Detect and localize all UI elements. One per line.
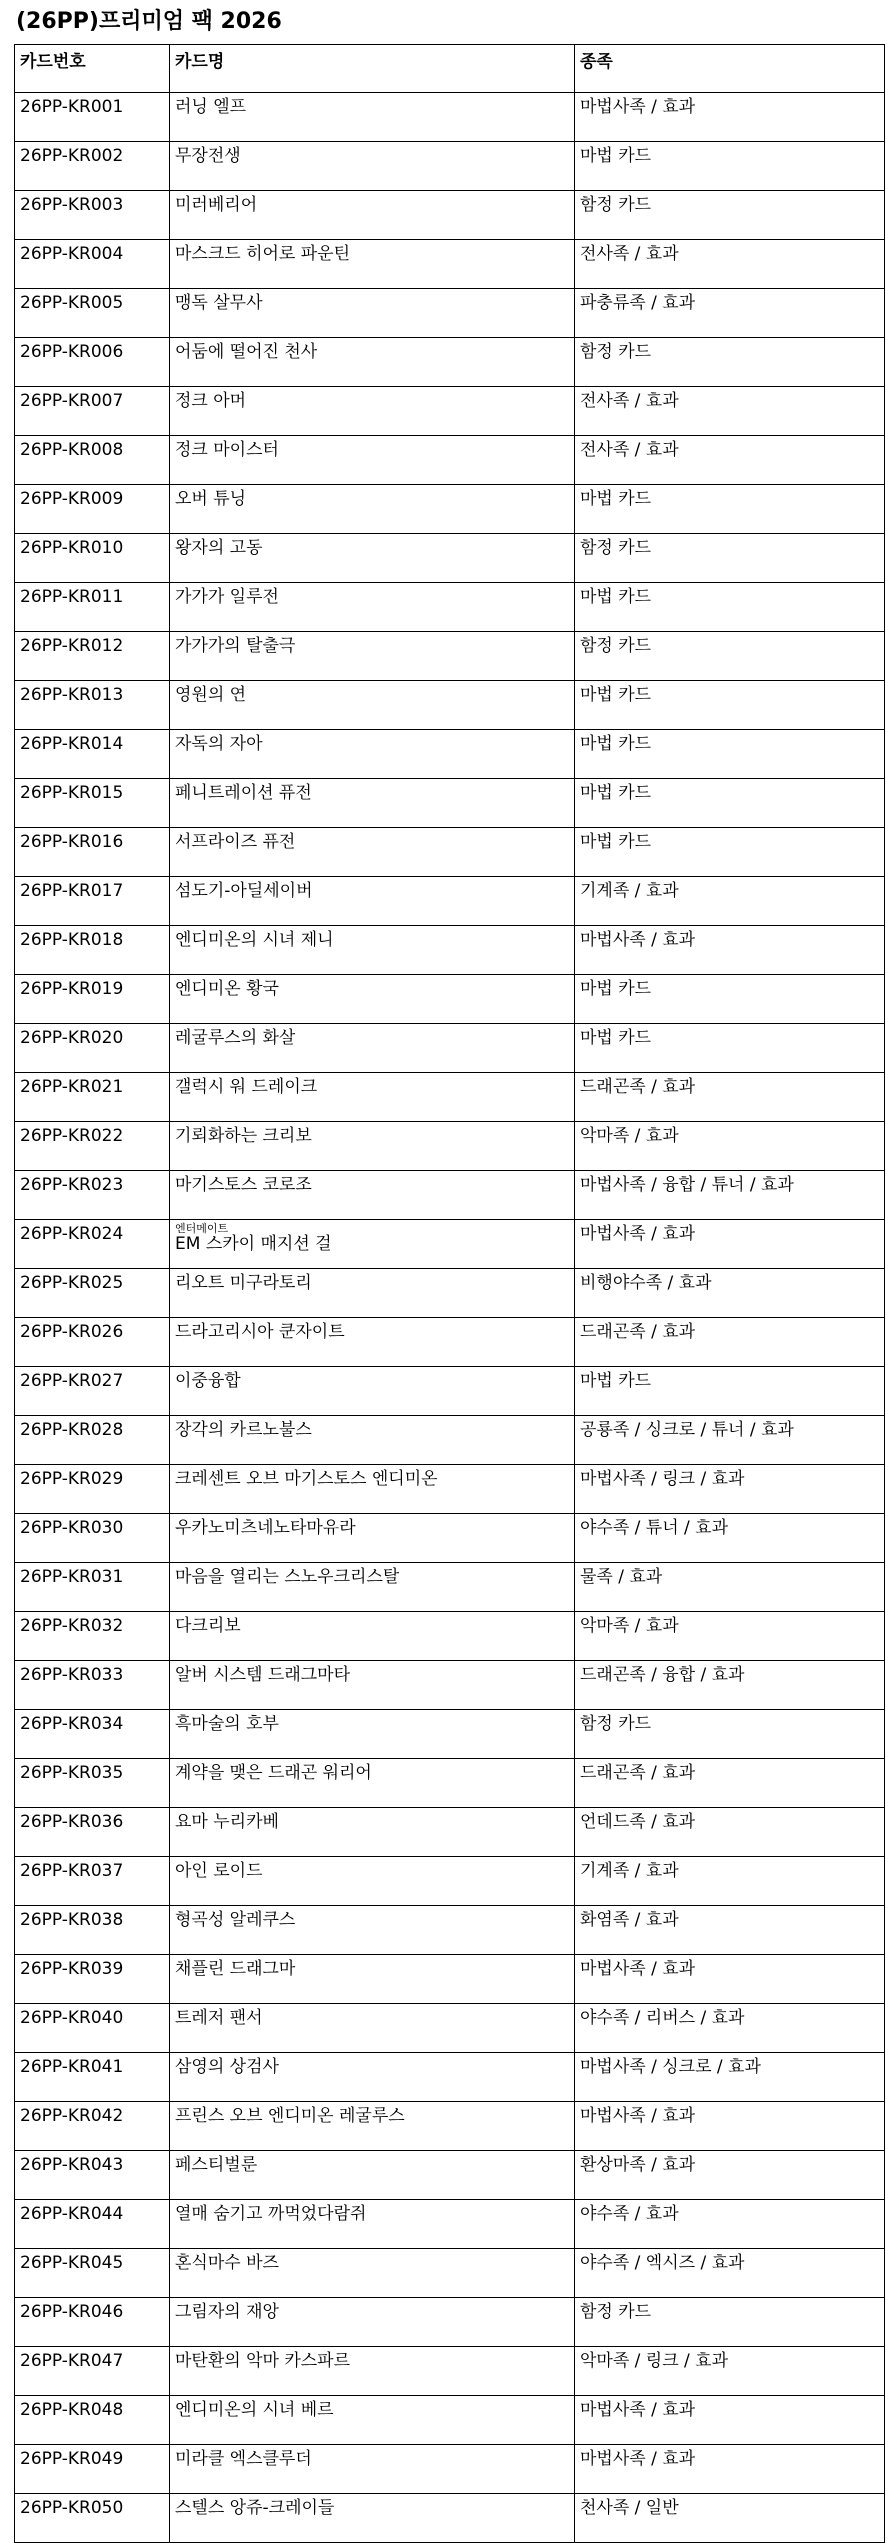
card-name-cell xyxy=(170,1661,575,1710)
card-name-cell xyxy=(170,191,575,240)
card-type-cell: 야수족 / 리버스 / 효과 xyxy=(575,2004,885,2053)
card-name-cell xyxy=(170,926,575,975)
card-name-text: 열매 숨기고 까먹었다람쥐 xyxy=(175,2204,367,2224)
card-name-text: 페니트레이션 퓨전 xyxy=(175,783,312,803)
table-row xyxy=(15,1759,885,1808)
table-row xyxy=(15,1220,885,1269)
table-row xyxy=(15,1465,885,1514)
card-name-cell xyxy=(170,1073,575,1122)
card-name-cell xyxy=(170,877,575,926)
table-row xyxy=(15,1955,885,2004)
card-name-cell xyxy=(170,975,575,1024)
table-row xyxy=(15,2445,885,2494)
card-name-cell xyxy=(170,93,575,142)
card-name-text: 서프라이즈 퓨전 xyxy=(175,832,296,852)
card-type-cell: 전사족 / 효과 xyxy=(575,436,885,485)
table-row xyxy=(15,1269,885,1318)
card-name-cell xyxy=(170,1367,575,1416)
card-name-cell xyxy=(170,1318,575,1367)
card-name-cell xyxy=(170,1122,575,1171)
table-row xyxy=(15,142,885,191)
table-row xyxy=(15,1857,885,1906)
card-type-cell: 비행야수족 / 효과 xyxy=(575,1269,885,1318)
table-row xyxy=(15,828,885,877)
card-name-text: 자독의 자아 xyxy=(175,734,263,754)
card-type-cell: 마법사족 / 싱크로 / 효과 xyxy=(575,2053,885,2102)
card-number-cell: 26PP-KR011 xyxy=(15,583,170,632)
card-name-cell xyxy=(170,1906,575,1955)
card-type-cell: 야수족 / 엑시즈 / 효과 xyxy=(575,2249,885,2298)
card-number-cell: 26PP-KR031 xyxy=(15,1563,170,1612)
card-name-text: EM 스카이 매지션 걸 xyxy=(175,1234,332,1254)
card-name-text: 스텔스 앙쥬-크레이들 xyxy=(175,2498,335,2518)
card-number-cell: 26PP-KR033 xyxy=(15,1661,170,1710)
card-number-cell: 26PP-KR041 xyxy=(15,2053,170,2102)
card-number-cell: 26PP-KR021 xyxy=(15,1073,170,1122)
card-name-text: 가가가의 탈출극 xyxy=(175,636,296,656)
table-row xyxy=(15,1612,885,1661)
card-type-cell: 함정 카드 xyxy=(575,2298,885,2347)
card-number-cell: 26PP-KR008 xyxy=(15,436,170,485)
card-name-cell xyxy=(170,1024,575,1073)
card-name-cell xyxy=(170,681,575,730)
card-name-cell xyxy=(170,1563,575,1612)
card-type-cell: 야수족 / 튜너 / 효과 xyxy=(575,1514,885,1563)
card-name-cell xyxy=(170,436,575,485)
card-type-cell: 마법사족 / 효과 xyxy=(575,1955,885,2004)
table-row xyxy=(15,2200,885,2249)
card-number-cell: 26PP-KR047 xyxy=(15,2347,170,2396)
card-number-cell: 26PP-KR016 xyxy=(15,828,170,877)
card-name-text: 왕자의 고동 xyxy=(175,538,263,558)
card-type-cell: 마법사족 / 효과 xyxy=(575,2445,885,2494)
card-type-cell: 마법사족 / 효과 xyxy=(575,93,885,142)
table-row xyxy=(15,975,885,1024)
table-row xyxy=(15,2249,885,2298)
table-row xyxy=(15,2396,885,2445)
table-row xyxy=(15,730,885,779)
card-type-cell: 기계족 / 효과 xyxy=(575,877,885,926)
card-number-cell: 26PP-KR043 xyxy=(15,2151,170,2200)
column-header-card-name: 카드명 xyxy=(170,45,575,93)
card-number-cell: 26PP-KR044 xyxy=(15,2200,170,2249)
card-name-text: 드라고리시아 쿤자이트 xyxy=(175,1322,345,1342)
card-name-cell xyxy=(170,1759,575,1808)
table-row xyxy=(15,338,885,387)
card-name-cell xyxy=(170,387,575,436)
card-name-text: 혼식마수 바즈 xyxy=(175,2253,279,2273)
card-type-cell: 언데드족 / 효과 xyxy=(575,1808,885,1857)
card-number-cell: 26PP-KR023 xyxy=(15,1171,170,1220)
table-row xyxy=(15,2298,885,2347)
card-name-text: 맹독 살무사 xyxy=(175,293,263,313)
card-type-cell: 전사족 / 효과 xyxy=(575,387,885,436)
card-number-cell: 26PP-KR004 xyxy=(15,240,170,289)
table-row xyxy=(15,93,885,142)
card-number-cell: 26PP-KR030 xyxy=(15,1514,170,1563)
card-name-text: 가가가 일루전 xyxy=(175,587,279,607)
table-row xyxy=(15,1514,885,1563)
card-name-text: 장각의 카르노불스 xyxy=(175,1420,312,1440)
card-number-cell: 26PP-KR007 xyxy=(15,387,170,436)
card-name-text: 이중융합 xyxy=(175,1371,241,1391)
card-name-text: 우카노미츠네노타마유라 xyxy=(175,1518,356,1538)
card-number-cell: 26PP-KR037 xyxy=(15,1857,170,1906)
card-type-cell: 마법 카드 xyxy=(575,1367,885,1416)
card-type-cell: 마법사족 / 효과 xyxy=(575,1220,885,1269)
card-name-ruby: 엔터메이트 xyxy=(175,1222,229,1235)
card-name-cell xyxy=(170,2347,575,2396)
card-name-cell xyxy=(170,1220,575,1269)
card-name-cell xyxy=(170,289,575,338)
card-name-text: 엔디미온 황국 xyxy=(175,979,279,999)
card-name-text: 어둠에 떨어진 천사 xyxy=(175,342,318,362)
table-row xyxy=(15,1073,885,1122)
table-row xyxy=(15,681,885,730)
card-number-cell: 26PP-KR032 xyxy=(15,1612,170,1661)
card-name-cell xyxy=(170,485,575,534)
card-name-text: 형곡성 알레쿠스 xyxy=(175,1910,296,1930)
card-name-text: 그림자의 재앙 xyxy=(175,2302,279,2322)
table-row xyxy=(15,191,885,240)
card-type-cell: 마법 카드 xyxy=(575,485,885,534)
card-type-cell: 함정 카드 xyxy=(575,1710,885,1759)
card-name-text: 프린스 오브 엔디미온 레굴루스 xyxy=(175,2106,405,2126)
card-number-cell: 26PP-KR045 xyxy=(15,2249,170,2298)
card-type-cell: 드래곤족 / 효과 xyxy=(575,1318,885,1367)
card-type-cell: 천사족 / 일반 xyxy=(575,2494,885,2543)
card-number-cell: 26PP-KR012 xyxy=(15,632,170,681)
table-row xyxy=(15,779,885,828)
card-number-cell: 26PP-KR027 xyxy=(15,1367,170,1416)
card-name-text: 기뢰화하는 크리보 xyxy=(175,1126,312,1146)
card-type-cell: 마법사족 / 융합 / 튜너 / 효과 xyxy=(575,1171,885,1220)
card-name-cell xyxy=(170,2445,575,2494)
column-header-card-type: 종족 xyxy=(575,45,885,93)
card-number-cell: 26PP-KR010 xyxy=(15,534,170,583)
card-number-cell: 26PP-KR018 xyxy=(15,926,170,975)
table-row xyxy=(15,1563,885,1612)
card-name-cell xyxy=(170,2249,575,2298)
card-number-cell: 26PP-KR025 xyxy=(15,1269,170,1318)
table-row xyxy=(15,534,885,583)
card-name-text: 레굴루스의 화살 xyxy=(175,1028,296,1048)
card-type-cell: 공룡족 / 싱크로 / 튜너 / 효과 xyxy=(575,1416,885,1465)
card-name-text: 영원의 연 xyxy=(175,685,247,705)
table-row xyxy=(15,387,885,436)
card-name-cell xyxy=(170,534,575,583)
table-row xyxy=(15,1367,885,1416)
card-type-cell: 물족 / 효과 xyxy=(575,1563,885,1612)
table-row xyxy=(15,1318,885,1367)
card-name-text: 오버 튜닝 xyxy=(175,489,247,509)
card-number-cell: 26PP-KR039 xyxy=(15,1955,170,2004)
table-row xyxy=(15,485,885,534)
card-number-cell: 26PP-KR022 xyxy=(15,1122,170,1171)
card-name-cell xyxy=(170,2151,575,2200)
card-name-text: 다크리보 xyxy=(175,1616,241,1636)
card-number-cell: 26PP-KR005 xyxy=(15,289,170,338)
card-type-cell: 함정 카드 xyxy=(575,338,885,387)
card-number-cell: 26PP-KR015 xyxy=(15,779,170,828)
card-name-cell xyxy=(170,338,575,387)
table-row xyxy=(15,926,885,975)
table-row xyxy=(15,1122,885,1171)
card-name-cell xyxy=(170,1171,575,1220)
card-type-cell: 마법사족 / 효과 xyxy=(575,2396,885,2445)
card-type-cell: 마법 카드 xyxy=(575,1024,885,1073)
card-number-cell: 26PP-KR020 xyxy=(15,1024,170,1073)
card-name-cell xyxy=(170,583,575,632)
card-name-text: 마기스토스 코로조 xyxy=(175,1175,312,1195)
table-row xyxy=(15,1416,885,1465)
card-type-cell: 마법 카드 xyxy=(575,142,885,191)
table-row xyxy=(15,436,885,485)
card-number-cell: 26PP-KR036 xyxy=(15,1808,170,1857)
card-name-cell xyxy=(170,1465,575,1514)
card-name-text: 마탄환의 악마 카스파르 xyxy=(175,2351,351,2371)
table-row xyxy=(15,1024,885,1073)
card-name-cell xyxy=(170,2102,575,2151)
card-name-text: 요마 누리카베 xyxy=(175,1812,279,1832)
card-type-cell: 마법 카드 xyxy=(575,779,885,828)
table-row xyxy=(15,2102,885,2151)
card-number-cell: 26PP-KR014 xyxy=(15,730,170,779)
card-name-cell xyxy=(170,240,575,289)
card-name-text: 페스티벌룬 xyxy=(175,2155,258,2175)
card-type-cell: 파충류족 / 효과 xyxy=(575,289,885,338)
card-type-cell: 마법사족 / 효과 xyxy=(575,2102,885,2151)
document-title: (26PP)프리미엄 팩 2026 xyxy=(16,9,282,34)
card-name-cell xyxy=(170,142,575,191)
card-type-cell: 마법사족 / 링크 / 효과 xyxy=(575,1465,885,1514)
card-name-text: 엔디미온의 시녀 베르 xyxy=(175,2400,334,2420)
card-name-text: 리오트 미구라토리 xyxy=(175,1273,312,1293)
card-type-cell: 야수족 / 효과 xyxy=(575,2200,885,2249)
card-name-cell xyxy=(170,828,575,877)
card-name-cell xyxy=(170,2004,575,2053)
table-row xyxy=(15,877,885,926)
card-number-cell: 26PP-KR017 xyxy=(15,877,170,926)
card-name-text: 섬도기-아딜세이버 xyxy=(175,881,313,901)
card-name-cell xyxy=(170,1710,575,1759)
card-name-text: 알버 시스템 드래그마타 xyxy=(175,1665,351,1685)
card-name-text: 흑마술의 호부 xyxy=(175,1714,279,1734)
card-name-text: 크레센트 오브 마기스토스 엔디미온 xyxy=(175,1469,438,1489)
card-number-cell: 26PP-KR035 xyxy=(15,1759,170,1808)
card-name-text: 갤럭시 워 드레이크 xyxy=(175,1077,318,1097)
card-number-cell: 26PP-KR001 xyxy=(15,93,170,142)
card-number-cell: 26PP-KR002 xyxy=(15,142,170,191)
card-type-cell: 악마족 / 효과 xyxy=(575,1122,885,1171)
card-type-cell: 악마족 / 효과 xyxy=(575,1612,885,1661)
card-number-cell: 26PP-KR048 xyxy=(15,2396,170,2445)
card-type-cell: 마법 카드 xyxy=(575,975,885,1024)
card-name-text: 정크 마이스터 xyxy=(175,440,279,460)
card-name-text: 러닝 엘프 xyxy=(175,97,247,117)
card-number-cell: 26PP-KR034 xyxy=(15,1710,170,1759)
card-type-cell: 악마족 / 링크 / 효과 xyxy=(575,2347,885,2396)
table-row xyxy=(15,632,885,681)
card-type-cell: 마법 카드 xyxy=(575,730,885,779)
card-number-cell: 26PP-KR026 xyxy=(15,1318,170,1367)
card-number-cell: 26PP-KR040 xyxy=(15,2004,170,2053)
card-name-text: 계약을 맺은 드래곤 워리어 xyxy=(175,1763,372,1783)
card-name-cell xyxy=(170,1269,575,1318)
card-type-cell: 마법 카드 xyxy=(575,828,885,877)
card-type-cell: 드래곤족 / 효과 xyxy=(575,1073,885,1122)
card-type-cell: 함정 카드 xyxy=(575,191,885,240)
table-row xyxy=(15,2494,885,2543)
table-row xyxy=(15,2004,885,2053)
table-row xyxy=(15,240,885,289)
card-name-cell xyxy=(170,2396,575,2445)
card-number-cell: 26PP-KR049 xyxy=(15,2445,170,2494)
table-body xyxy=(15,93,885,2543)
card-type-cell: 마법사족 / 효과 xyxy=(575,926,885,975)
card-type-cell: 기계족 / 효과 xyxy=(575,1857,885,1906)
card-name-cell xyxy=(170,1955,575,2004)
table-row xyxy=(15,1710,885,1759)
column-header-card-number: 카드번호 xyxy=(15,45,170,93)
card-name-cell xyxy=(170,1416,575,1465)
card-name-cell xyxy=(170,2200,575,2249)
table-header-row xyxy=(15,45,885,93)
card-name-text: 트레저 팬서 xyxy=(175,2008,263,2028)
card-type-cell: 환상마족 / 효과 xyxy=(575,2151,885,2200)
card-type-cell: 함정 카드 xyxy=(575,534,885,583)
card-number-cell: 26PP-KR013 xyxy=(15,681,170,730)
card-name-text: 정크 아머 xyxy=(175,391,247,411)
card-name-cell xyxy=(170,2298,575,2347)
card-list-table xyxy=(14,44,885,2543)
card-name-cell xyxy=(170,1808,575,1857)
table-row xyxy=(15,2053,885,2102)
card-name-text: 채플린 드래그마 xyxy=(175,1959,296,1979)
card-number-cell: 26PP-KR038 xyxy=(15,1906,170,1955)
card-number-cell: 26PP-KR019 xyxy=(15,975,170,1024)
card-number-cell: 26PP-KR028 xyxy=(15,1416,170,1465)
card-name-cell xyxy=(170,2053,575,2102)
card-type-cell: 드래곤족 / 융합 / 효과 xyxy=(575,1661,885,1710)
card-type-cell: 전사족 / 효과 xyxy=(575,240,885,289)
card-type-cell: 마법 카드 xyxy=(575,681,885,730)
card-name-text: 아인 로이드 xyxy=(175,1861,263,1881)
card-number-cell: 26PP-KR050 xyxy=(15,2494,170,2543)
card-type-cell: 마법 카드 xyxy=(575,583,885,632)
card-name-text: 무장전생 xyxy=(175,146,241,166)
card-number-cell: 26PP-KR024 xyxy=(15,1220,170,1269)
card-name-cell xyxy=(170,1857,575,1906)
card-type-cell: 화염족 / 효과 xyxy=(575,1906,885,1955)
card-name-text: 엔디미온의 시녀 제니 xyxy=(175,930,334,950)
table-row xyxy=(15,1661,885,1710)
table-row xyxy=(15,2347,885,2396)
card-number-cell: 26PP-KR046 xyxy=(15,2298,170,2347)
card-name-text: 마스크드 히어로 파운틴 xyxy=(175,244,351,264)
card-type-cell: 드래곤족 / 효과 xyxy=(575,1759,885,1808)
card-name-cell xyxy=(170,779,575,828)
card-name-text: 마음을 열리는 스노우크리스탈 xyxy=(175,1567,400,1587)
table-row xyxy=(15,1808,885,1857)
card-name-cell xyxy=(170,632,575,681)
table-row xyxy=(15,1906,885,1955)
card-type-cell: 함정 카드 xyxy=(575,632,885,681)
table-row xyxy=(15,289,885,338)
card-number-cell: 26PP-KR006 xyxy=(15,338,170,387)
card-name-cell xyxy=(170,2494,575,2543)
card-name-cell xyxy=(170,730,575,779)
card-name-text: 미라클 엑스클루더 xyxy=(175,2449,312,2469)
card-name-text: 미러베리어 xyxy=(175,195,258,215)
table-row xyxy=(15,2151,885,2200)
card-number-cell: 26PP-KR029 xyxy=(15,1465,170,1514)
card-number-cell: 26PP-KR042 xyxy=(15,2102,170,2151)
card-name-cell xyxy=(170,1514,575,1563)
card-name-cell xyxy=(170,1612,575,1661)
card-number-cell: 26PP-KR009 xyxy=(15,485,170,534)
card-number-cell: 26PP-KR003 xyxy=(15,191,170,240)
table-row xyxy=(15,583,885,632)
card-name-text: 삼영의 상검사 xyxy=(175,2057,279,2077)
table-row xyxy=(15,1171,885,1220)
